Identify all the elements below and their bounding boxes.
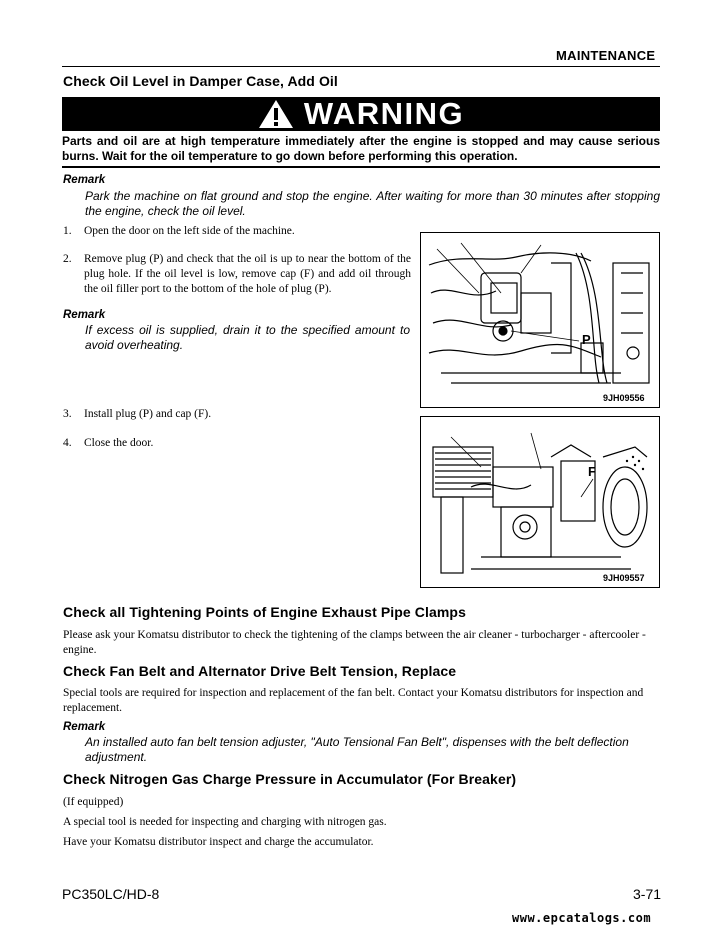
engine-illustration-plug: [421, 233, 659, 407]
warning-banner: [62, 97, 660, 131]
remark-text: An installed auto fan belt tension adjuster, "Auto Tensional Fan Belt", dispenses with the belt deflection adjustment.: [85, 735, 629, 764]
step-text: Open the door on the left side of the machine.: [84, 225, 295, 237]
figure-callout-label: P: [582, 332, 591, 347]
figure-code: 9JH09556: [603, 393, 645, 403]
step-number: 2.: [63, 253, 72, 265]
exhaust-section-title: Check all Tightening Points of Engine Exhaust Pipe Clamps: [63, 604, 466, 620]
nitrogen-section-title: Check Nitrogen Gas Charge Pressure in Accumulator (For Breaker): [63, 771, 517, 787]
damper-section-title: Check Oil Level in Damper Case, Add Oil: [63, 73, 338, 89]
watermark-link[interactable]: www.epcatalogs.com: [512, 911, 652, 925]
step-text: Install plug (P) and cap (F).: [84, 408, 212, 420]
warning-triangle-icon: [258, 99, 294, 129]
remark-label: Remark: [63, 721, 106, 733]
figure-damper-cap: [420, 416, 660, 588]
remark-label: Remark: [63, 309, 106, 321]
step-number: 1.: [63, 225, 72, 237]
fanbelt-section-title: Check Fan Belt and Alternator Drive Belt Tension, Replace: [63, 663, 457, 679]
footer-model: PC350LC/HD-8: [62, 886, 160, 902]
nitrogen-line: A special tool is needed for inspecting and charging with nitrogen gas.: [63, 816, 387, 828]
step-number: 3.: [63, 408, 72, 420]
step-text: Remove plug (P) and check that the oil is up to near the bottom of the plug hole. If the oil level is low, remove cap (F) and add oil through the oil filler port to the bottom of the hole of plug (P).: [84, 253, 411, 295]
engine-illustration-cap: [421, 417, 659, 587]
step-item: [63, 252, 411, 300]
step-text: Close the door.: [84, 437, 154, 449]
fanbelt-text: Special tools are required for inspection and replacement of the fan belt. Contact your Komatsu distributors for inspection and replacement.: [63, 687, 644, 714]
header-divider: [62, 66, 660, 67]
step-item: [63, 407, 403, 423]
nitrogen-line: Have your Komatsu distributor inspect and charge the accumulator.: [63, 836, 374, 848]
remark-text: If excess oil is supplied, drain it to the specified amount to avoid overheating.: [85, 323, 410, 352]
nitrogen-line: (If equipped): [63, 796, 124, 808]
section-header: MAINTENANCE: [556, 48, 656, 63]
warning-text: Parts and oil are at high temperature immediately after the engine is stopped and may cause serious burns. Wait for the oil temperature to go down before performing this operation.: [62, 134, 660, 163]
step-item: [63, 436, 403, 452]
warning-divider: [62, 166, 660, 168]
step-number: 4.: [63, 437, 72, 449]
remark-label: Remark: [63, 174, 106, 186]
remark-text: Park the machine on flat ground and stop the engine. After waiting for more than 30 minutes after stopping the engine, check the oil level.: [85, 189, 660, 218]
warning-word: WARNING: [303, 96, 465, 131]
figure-code: 9JH09557: [603, 573, 645, 583]
exhaust-text: Please ask your Komatsu distributor to check the tightening of the clamps between the air cleaner - turbocharger - aftercooler - engine.: [63, 629, 646, 656]
footer-page-number: 3-71: [633, 886, 662, 902]
figure-damper-plug: [420, 232, 660, 408]
step-item: [63, 224, 413, 240]
figure-callout-label: F: [588, 464, 596, 479]
